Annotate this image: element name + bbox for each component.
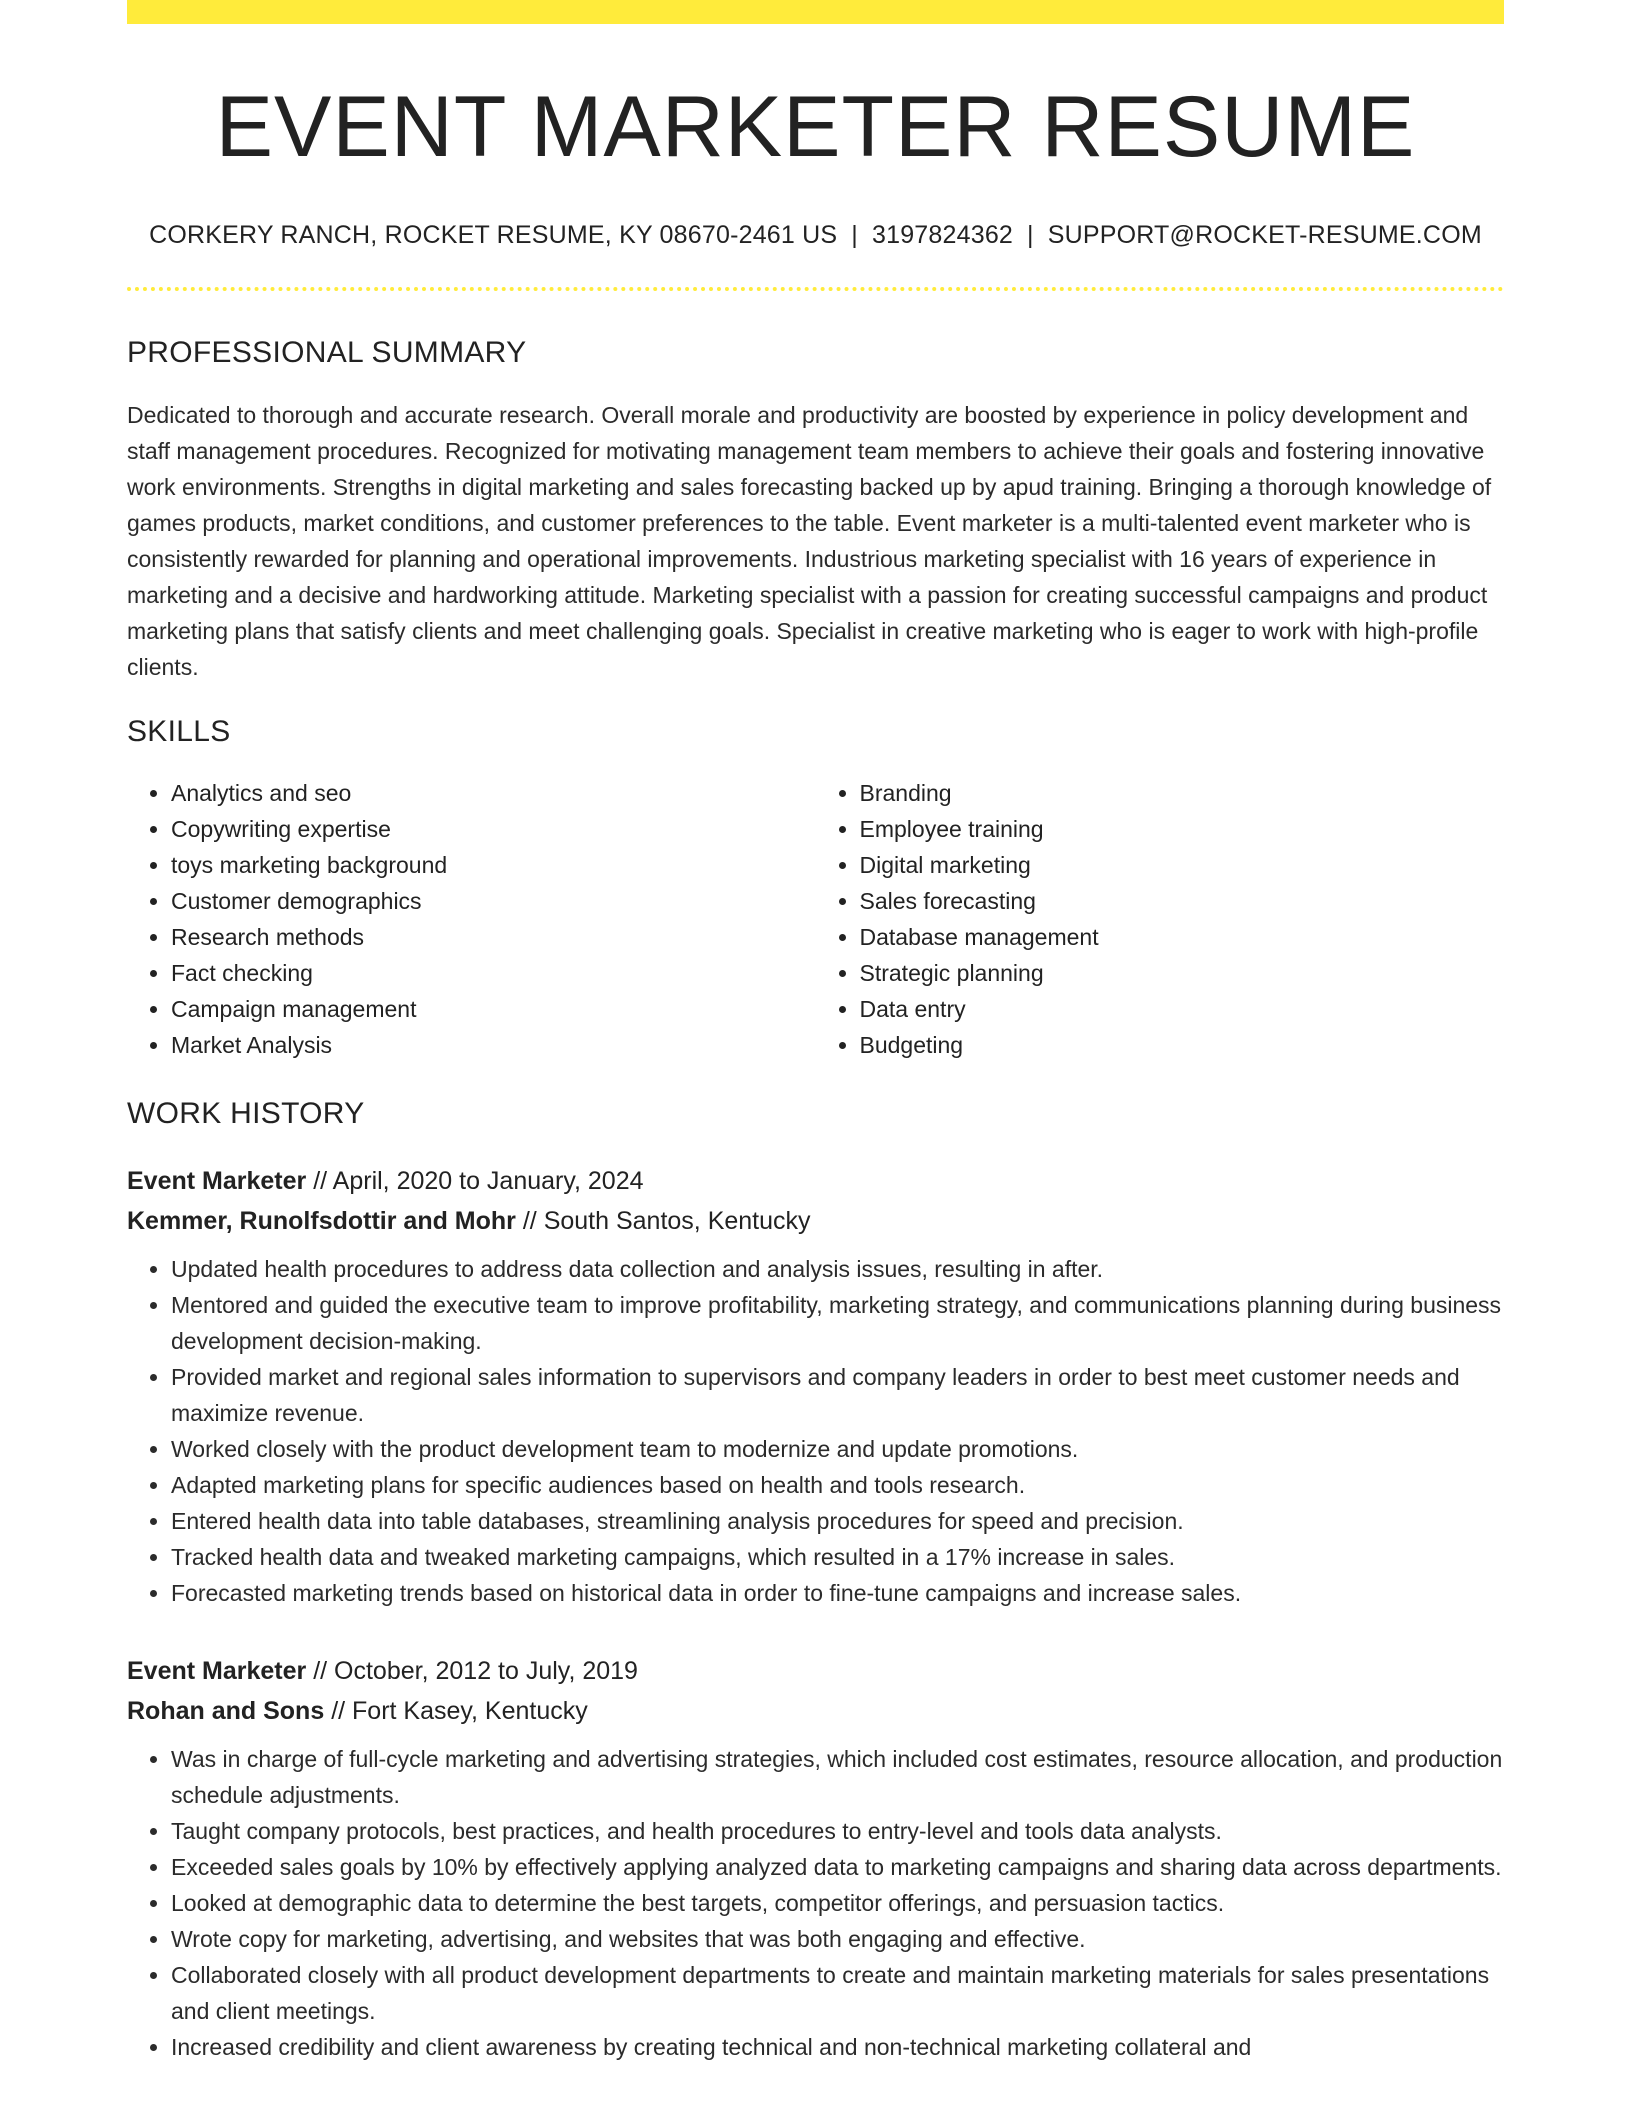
- skill-item: • Digital marketing: [860, 847, 1505, 883]
- job-bullet: • Forecasted marketing trends based on historical data in order to fine-tune campaigns and increase sales.: [171, 1575, 1504, 1611]
- skill-item: • Database management: [860, 919, 1505, 955]
- job-bullet: • Mentored and guided the executive team to improve profitability, marketing strategy, and communications planning during business development decision-making.: [171, 1287, 1504, 1359]
- job-company: Kemmer, Runolfsdottir and Mohr: [127, 1206, 516, 1235]
- contact-line: [127, 221, 1504, 250]
- job-bullet: • Increased credibility and client awareness by creating technical and non-technical marketing collateral and: [171, 2029, 1504, 2065]
- skills-list-right: [816, 775, 1505, 1063]
- job-bullet: • Updated health procedures to address data collection and analysis issues, resulting in after.: [171, 1251, 1504, 1287]
- job-entry: [127, 1161, 1504, 1611]
- job-role: Event Marketer: [127, 1656, 307, 1685]
- skill-item: • Sales forecasting: [860, 883, 1505, 919]
- skill-item: • Customer demographics: [171, 883, 816, 919]
- job-entry: [127, 1651, 1504, 2065]
- contact-address: CORKERY RANCH, ROCKET RESUME, KY 08670-2461 US: [149, 220, 838, 249]
- skill-item: • Market Analysis: [171, 1027, 816, 1063]
- job-bullet: • Collaborated closely with all product development departments to create and maintain marketing materials for sales presentations and client meetings.: [171, 1957, 1504, 2029]
- work-history-heading: WORK HISTORY: [127, 1096, 365, 1130]
- job-bullet: • Was in charge of full-cycle marketing and advertising strategies, which included cost estimates, resource allocation, and production schedule adjustments.: [171, 1741, 1504, 1813]
- job-company-line: [127, 1691, 1504, 1731]
- job-bullet: • Worked closely with the product development team to modernize and update promotions.: [171, 1431, 1504, 1467]
- skill-item: • Analytics and seo: [171, 775, 816, 811]
- dotted-divider: [127, 287, 1504, 291]
- job-role-line: [127, 1651, 1504, 1691]
- skill-item: • Employee training: [860, 811, 1505, 847]
- skill-item: • Research methods: [171, 919, 816, 955]
- skills-list-left: [127, 775, 816, 1063]
- skill-item: • Branding: [860, 775, 1505, 811]
- resume-page: [127, 0, 1504, 2065]
- contact-separator: |: [1027, 220, 1034, 249]
- skill-item: • Data entry: [860, 991, 1505, 1027]
- contact-separator: |: [851, 220, 858, 249]
- skill-item: • Copywriting expertise: [171, 811, 816, 847]
- job-bullets: [127, 1251, 1504, 1611]
- skill-item: • toys marketing background: [171, 847, 816, 883]
- job-bullet: • Wrote copy for marketing, advertising, and websites that was both engaging and effective.: [171, 1921, 1504, 1957]
- job-bullet: • Entered health data into table databases, streamlining analysis procedures for speed and precision.: [171, 1503, 1504, 1539]
- skill-item: • Campaign management: [171, 991, 816, 1027]
- job-location: // Fort Kasey, Kentucky: [331, 1696, 588, 1725]
- job-bullet: • Tracked health data and tweaked marketing campaigns, which resulted in a 17% increase in sales.: [171, 1539, 1504, 1575]
- job-dates: // October, 2012 to July, 2019: [313, 1656, 638, 1685]
- skill-item: • Strategic planning: [860, 955, 1505, 991]
- job-role-line: [127, 1161, 1504, 1201]
- job-location: // South Santos, Kentucky: [522, 1206, 811, 1235]
- job-bullet: • Taught company protocols, best practices, and health procedures to entry-level and tools data analysts.: [171, 1813, 1504, 1849]
- job-role: Event Marketer: [127, 1166, 307, 1195]
- top-accent-bar: [127, 0, 1504, 24]
- skills-grid: [127, 775, 1504, 1063]
- contact-email: SUPPORT@ROCKET-RESUME.COM: [1047, 220, 1482, 249]
- resume-title: EVENT MARKETER RESUME: [215, 79, 1416, 175]
- job-bullets: [127, 1741, 1504, 2065]
- job-bullet: • Adapted marketing plans for specific audiences based on health and tools research.: [171, 1467, 1504, 1503]
- job-bullet: • Exceeded sales goals by 10% by effectively applying analyzed data to marketing campaigns and sharing data across departments.: [171, 1849, 1504, 1885]
- job-bullet: • Provided market and regional sales information to supervisors and company leaders in order to best meet customer needs and maximize revenue.: [171, 1359, 1504, 1431]
- skill-item: • Budgeting: [860, 1027, 1505, 1063]
- job-company: Rohan and Sons: [127, 1696, 325, 1725]
- skill-item: • Fact checking: [171, 955, 816, 991]
- summary-heading: PROFESSIONAL SUMMARY: [127, 335, 527, 369]
- job-company-line: [127, 1201, 1504, 1241]
- job-dates: // April, 2020 to January, 2024: [313, 1166, 644, 1195]
- job-bullet: • Looked at demographic data to determine the best targets, competitor offerings, and persuasion tactics.: [171, 1885, 1504, 1921]
- skills-heading: SKILLS: [127, 714, 231, 748]
- contact-phone: 3197824362: [871, 220, 1014, 249]
- summary-text: Dedicated to thorough and accurate research. Overall morale and productivity are boosted by experience in policy development and staff management procedures. Recognized for motivating management team members to achieve their goals and fostering innovative work environments. Strengths in digital marketing and sales forecasting backed up by apud training. Bringing a thorough knowledge of games products, market conditions, and customer preferences to the table. Event marketer is a multi-talented event marketer who is consistently rewarded for planning and operational improvements. Industrious marketing specialist with 16 years of experience in marketing and a decisive and hardworking attitude. Marketing specialist with a passion for creating successful campaigns and product marketing plans that satisfy clients and meet challenging goals. Specialist in creative marketing who is eager to work with high-profile clients.: [127, 401, 1492, 680]
